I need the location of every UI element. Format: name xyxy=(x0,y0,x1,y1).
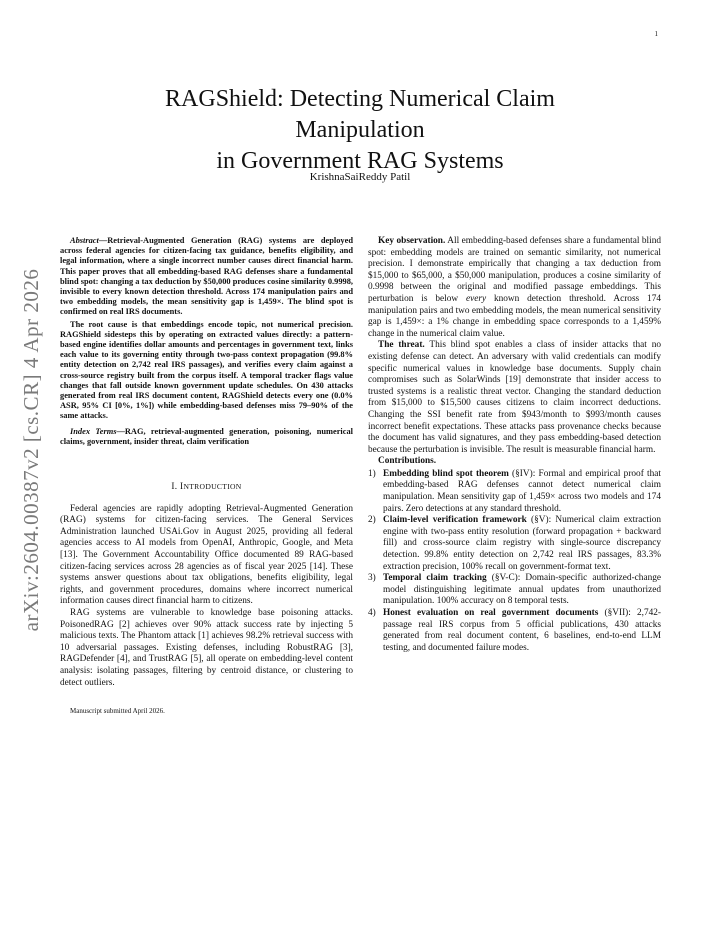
list-item-bold: Claim-level verification framework xyxy=(383,515,527,526)
list-number: 1) xyxy=(368,468,376,479)
body-paragraph: Federal agencies are rapidly adopting Retrieval-Augmented Generation (RAG) systems for citizen-facing services. The General Services Administration launched USAi.Gov in August 2025, providing all federal agencies access to AI models from OpenAI, Anthropic, Google, and Meta [13]. The Government Accountability Office documented 89 RAG-based citizen-facing services across 28 agencies as of fiscal year 2025 [14]. These systems answer questions about tax obligations, benefits eligibility, legal rights, and government procedures, domains where incorrect numerical information causes direct financial harm to citizens. xyxy=(60,503,353,607)
list-item-text: (§V-C): Domain-specific authorized-change model distinguishing legitimate annual updates from unauthorized manipulation. 100% accuracy on 8 temporal tests. xyxy=(383,573,661,607)
key-observation-text-b: known detection threshold. Across 174 manipulation pairs and two embedding models, the mean numerical sensitivity gap is 1,459×: a 1% change in embedding space corresponds to a 1,459% change in the numerical claim value. xyxy=(368,293,661,339)
abstract-label: Abstract xyxy=(70,236,99,245)
abstract-text: —Retrieval-Augmented Generation (RAG) systems are deployed across federal agencies for citizen-facing tax guidance, benefits eligibility, and legal information, where a single incorrect number causes direct financial harm. This paper proves that all embedding-based RAG defenses share a fundamental blind spot: changing a tax deduction by $50,000 produces cosine similarity 0.9998, invisible to every known detection threshold. Across 174 manipulation pairs and two embedding models, the mean sensitivity gap is 1,459×. The blind spot is confirmed on real IRS documents. xyxy=(60,236,353,317)
title-line: RAGShield: Detecting Numerical Claim xyxy=(165,86,555,113)
list-item xyxy=(368,608,661,654)
contributions-heading: Contributions. xyxy=(378,456,437,467)
page-number: 1 xyxy=(654,30,658,38)
abstract-paragraph: The root cause is that embeddings encode topic, not numerical precision. RAGShield sidesteps this by operating on extracted values directly: a pattern-based engine identifies dollar amounts and percentages in government text, links each value to its governing entity through two-pass context propagation (99.8% entity detection on 2,742 real IRS passages), and verifies every claim against a cross-source registry built from the corpus itself. A temporal tracker flags value changes that fall outside known government update schedules. On 430 attacks generated from real IRS document content, RAGShield detects every one (0.0% ASR, 95% CI [0%, 1%]) while embedding-based defenses miss 79–90% of the same attacks. xyxy=(60,319,353,421)
key-observation-label: Key observation. xyxy=(378,236,446,246)
index-terms xyxy=(60,427,353,447)
footnote: Manuscript submitted April 2026. xyxy=(70,707,165,716)
list-item xyxy=(368,469,661,515)
list-item-text: (§VII): 2,742-passage real IRS corpus from 5 official publications, 430 attacks generated from real document content, 6 baselines, end-to-end LLM testing, and documented failure modes. xyxy=(383,608,661,653)
contributions-list xyxy=(368,469,661,655)
list-number: 3) xyxy=(368,573,376,584)
abstract-paragraph xyxy=(60,236,353,318)
paper-title xyxy=(60,84,660,177)
list-item-bold: Embedding blind spot theorem xyxy=(383,468,509,479)
list-item-bold: Honest evaluation on real government documents xyxy=(383,608,599,618)
title-line: Manipulation xyxy=(295,117,425,144)
threat-paragraph xyxy=(368,340,661,456)
section-numeral: I. xyxy=(171,482,181,493)
section-title-rest: NTRODUCTION xyxy=(183,482,242,492)
section-heading xyxy=(60,481,353,494)
arxiv-identifier xyxy=(12,230,50,670)
list-number: 4) xyxy=(368,608,376,618)
emphasis-every: every xyxy=(465,293,487,304)
key-observation-paragraph xyxy=(368,236,661,340)
list-number: 2) xyxy=(368,515,376,526)
list-item xyxy=(368,573,661,608)
body-paragraph: RAG systems are vulnerable to knowledge base poisoning attacks. PoisonedRAG [2] achieves over 90% attack success rate by injecting 5 malicious texts. The Phantom attack [1] achieves 98.2% retrieval success with 10 adversarial passages. Existing defenses, including RobustRAG [3], RAGDefender [4], and TrustRAG [5], all operate on embedding-level content analysis: isolating passages, filtering by centroid distance, or clustering to detect outliers. xyxy=(60,608,353,688)
right-column xyxy=(368,236,661,654)
left-column xyxy=(60,236,353,718)
index-terms-text: —RAG, retrieval-augmented generation, poisoning, numerical claims, government, insider threat, claim verification xyxy=(60,426,353,446)
author-name: KrishnaSaiReddy Patil xyxy=(309,171,411,183)
arxiv-id-text: arXiv:2604.00387v2 [cs.CR] 4 Apr 2026 xyxy=(18,268,43,632)
threat-text: This blind spot enables a class of insider attacks that no existing defense can detect. An adversary with valid credentials can modify specific numerical values in knowledge base documents. Supply chain compromises such as SolarWinds [19] demonstrate that insider access to trusted systems is a realistic threat vector. Changing the standard deduction from $15,000 to $15,500 causes citizens to claim incorrect deductions. Changing the SSI benefit rate from $943/month to $993/month causes incorrect benefit expectations. These attacks pass provenance checks because the document has valid signatures, and they pass embedding-based detection because the perturbation is invisible. The result is measurable financial harm. xyxy=(368,340,661,455)
list-item-bold: Temporal claim tracking xyxy=(383,573,487,584)
list-item xyxy=(368,515,661,573)
key-observation-text-a: All embedding-based defenses share a fundamental blind spot: embedding models are trained on semantic similarity, not numerical precision. I demonstrate empirically that changing a tax deduction from $15,000 to $65,000, a $50,000 manipulation, produces a cosine similarity of 0.9998 between the original and modified passage embeddings. This perturbation is below xyxy=(368,236,661,304)
list-item-text: (§V): Numerical claim extraction engine with two-pass entity resolution (forward propagation + backward fill) and cross-source claim registry with single-source discrepancy detection. 99.8% entity detection on 2,742 real IRS passages, 83.3% extraction precision, 100% recall on government-format text. xyxy=(383,515,661,572)
list-item-text: (§IV): Formal and empirical proof that embedding-based RAG defenses cannot detect numerical claim manipulation. Mean sensitivity gap of 1,459× across two models and 174 pairs. Zero detections at any standard threshold. xyxy=(383,468,661,514)
threat-label: The threat. xyxy=(378,340,425,351)
section-title-initial: I xyxy=(180,482,184,493)
title-line: in Government RAG Systems xyxy=(216,148,504,175)
index-terms-label: Index Terms xyxy=(70,426,117,436)
